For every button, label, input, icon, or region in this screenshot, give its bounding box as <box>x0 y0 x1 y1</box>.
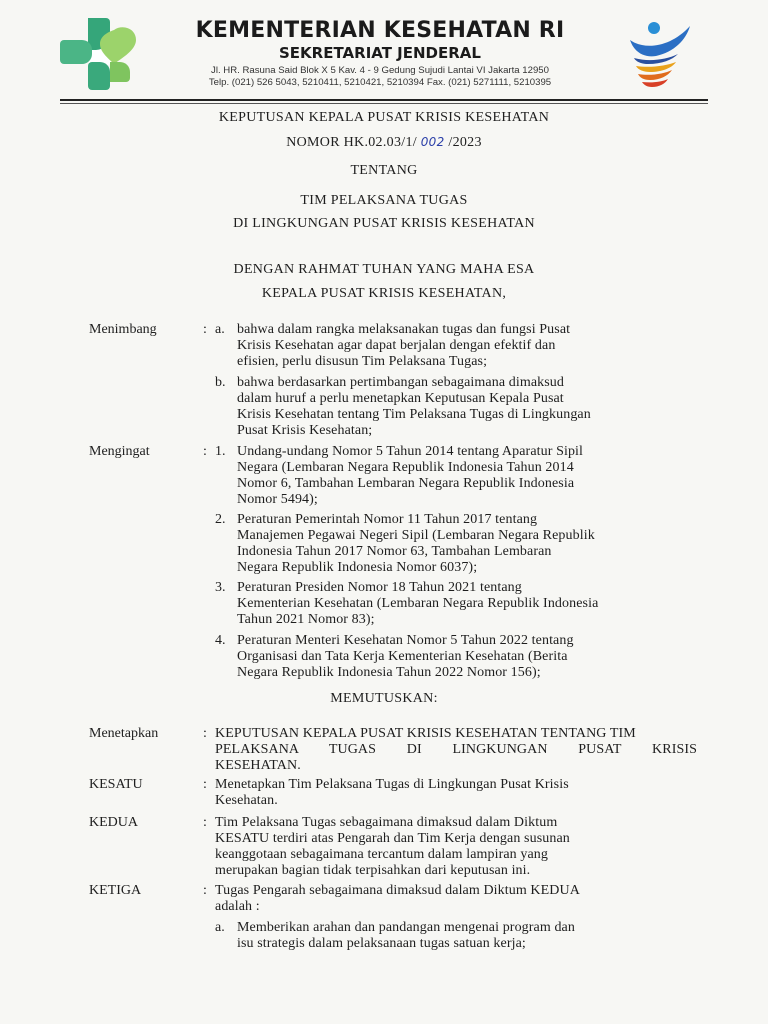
ministry-title: KEMENTERIAN KESEHATAN RI <box>195 18 565 43</box>
mengingat-marker-4: 4. <box>215 633 226 648</box>
text-line: Kementerian Kesehatan (Lembaran Negara Republik Indonesia <box>237 596 599 611</box>
text-line: efisien, perlu disusun Tim Pelaksana Tugas; <box>237 354 488 369</box>
ketiga-item-a <box>237 920 697 952</box>
text-line: merupakan bagian tidak terpisahkan dari keputusan ini. <box>215 863 531 878</box>
text-line: Peraturan Presiden Nomor 18 Tahun 2021 tentang <box>237 580 522 595</box>
menimbang-marker-b: b. <box>215 375 226 390</box>
decree-number-suffix: /2023 <box>448 135 482 150</box>
text-line: keanggotaan sebagaimana tercantum dalam lampiran yang <box>215 847 548 862</box>
text-line: Tahun 2021 Nomor 83); <box>237 612 375 627</box>
menimbang-item-b <box>237 375 697 439</box>
ketiga-colon: : <box>203 883 207 898</box>
menimbang-colon: : <box>203 322 207 337</box>
letterhead-rule <box>60 99 708 101</box>
text-line: Manajemen Pegawai Negeri Sipil (Lembaran Negara Republik <box>237 528 595 543</box>
mengingat-marker-3: 3. <box>215 580 226 595</box>
ministry-address <box>160 65 600 89</box>
text-line: dalam huruf a perlu menetapkan Keputusan Kepala Pusat <box>237 391 564 406</box>
menetapkan-label: Menetapkan <box>89 726 159 741</box>
text-line: Negara (Lembaran Negara Republik Indonesia Tahun 2014 <box>237 460 574 475</box>
decree-number-handwritten: 002 <box>420 135 445 149</box>
text-line: Menetapkan Tim Pelaksana Tugas di Lingkungan Pusat Krisis <box>215 777 569 792</box>
text-line: Negara Republik Indonesia Nomor 6037); <box>237 560 478 575</box>
mengingat-item-1 <box>237 444 697 508</box>
text-line: Krisis Kesehatan agar dapat berjalan dengan efektif dan <box>237 338 556 353</box>
text-line: isu strategis dalam pelaksanaan tugas satuan kerja; <box>237 936 526 951</box>
subject-line-1: TIM PELAKSANA TUGAS <box>300 193 468 208</box>
letterhead-rule-thin <box>60 103 708 104</box>
text-line: Krisis Kesehatan tentang Tim Pelaksana Tugas di Lingkungan <box>237 407 591 422</box>
ketiga-text <box>215 883 697 915</box>
menimbang-item-a <box>237 322 697 370</box>
text-line: Tim Pelaksana Tugas sebagaimana dimaksud dalam Diktum <box>215 815 558 830</box>
about-heading: TENTANG <box>350 163 418 178</box>
text-line: Kesehatan. <box>215 793 278 808</box>
ministry-subtitle: SEKRETARIAT JENDERAL <box>279 44 481 62</box>
blessing-line: DENGAN RAHMAT TUHAN YANG MAHA ESA <box>233 262 535 277</box>
germas-logo-icon <box>624 16 698 96</box>
decree-number <box>60 133 708 152</box>
menimbang-marker-a: a. <box>215 322 225 337</box>
mengingat-marker-2: 2. <box>215 512 226 527</box>
kedua-text <box>215 815 697 879</box>
text-line: KESEHATAN. <box>215 758 301 773</box>
kesatu-text <box>215 777 697 809</box>
text-line: Undang-undang Nomor 5 Tahun 2014 tentang Aparatur Sipil <box>237 444 584 459</box>
ketiga-marker-a: a. <box>215 920 225 935</box>
text-line: Memberikan arahan dan pandangan mengenai program dan <box>237 920 575 935</box>
menetapkan-colon: : <box>203 726 207 741</box>
text-line: Negara Republik Indonesia Tahun 2022 Nomor 156); <box>237 665 541 680</box>
mengingat-colon: : <box>203 444 207 459</box>
text-line: Peraturan Pemerintah Nomor 11 Tahun 2017 tentang <box>237 512 538 527</box>
authority-line: KEPALA PUSAT KRISIS KESEHATAN, <box>261 286 507 301</box>
phone-line: Telp. (021) 526 5043, 5210411, 5210421, 5210394 Fax. (021) 5271111, 5210395 <box>208 77 552 88</box>
address-line: Jl. HR. Rasuna Said Blok X 5 Kav. 4 - 9 Gedung Sujudi Lantai VI Jakarta 12950 <box>211 65 549 76</box>
text-line: Pusat Krisis Kesehatan; <box>237 423 373 438</box>
mengingat-label: Mengingat <box>89 444 150 459</box>
text-line: Peraturan Menteri Kesehatan Nomor 5 Tahun 2022 tentang <box>237 633 574 648</box>
text-line: Organisasi dan Tata Kerja Kementerian Kesehatan (Berita <box>237 649 568 664</box>
kesatu-label: KESATU <box>89 777 143 792</box>
text-line: Nomor 5494); <box>237 492 318 507</box>
text-line: bahwa berdasarkan pertimbangan sebagaimana dimaksud <box>237 375 564 390</box>
mengingat-marker-1: 1. <box>215 444 226 459</box>
text-line: KESATU terdiri atas Pengarah dan Tim Kerja dengan susunan <box>215 831 570 846</box>
menetapkan-text <box>215 726 697 774</box>
kemenkes-logo-icon <box>58 14 142 94</box>
decides-heading: MEMUTUSKAN: <box>330 691 438 706</box>
kedua-colon: : <box>203 815 207 830</box>
text-line: Indonesia Tahun 2017 Nomor 63, Tambahan Lembaran <box>237 544 552 559</box>
mengingat-item-2 <box>237 512 697 576</box>
text-line: Tugas Pengarah sebagaimana dimaksud dalam Diktum KEDUA <box>215 883 580 898</box>
mengingat-item-4 <box>237 633 697 681</box>
text-line: adalah : <box>215 899 260 914</box>
text-line: PELAKSANA TUGAS DI LINGKUNGAN PUSAT KRISIS <box>215 742 697 757</box>
text-line: bahwa dalam rangka melaksanakan tugas dan fungsi Pusat <box>237 322 571 337</box>
ketiga-label: KETIGA <box>89 883 142 898</box>
decree-title: KEPUTUSAN KEPALA PUSAT KRISIS KESEHATAN <box>218 110 550 125</box>
text-line: KEPUTUSAN KEPALA PUSAT KRISIS KESEHATAN TENTANG TIM <box>215 726 636 741</box>
subject-line-2: DI LINGKUNGAN PUSAT KRISIS KESEHATAN <box>233 216 535 231</box>
kesatu-colon: : <box>203 777 207 792</box>
menimbang-label: Menimbang <box>89 322 157 337</box>
mengingat-item-3 <box>237 580 697 628</box>
text-line: Nomor 6, Tambahan Lembaran Negara Republik Indonesia <box>237 476 575 491</box>
kedua-label: KEDUA <box>89 815 138 830</box>
decree-number-prefix: NOMOR HK.02.03/1/ <box>286 135 417 150</box>
